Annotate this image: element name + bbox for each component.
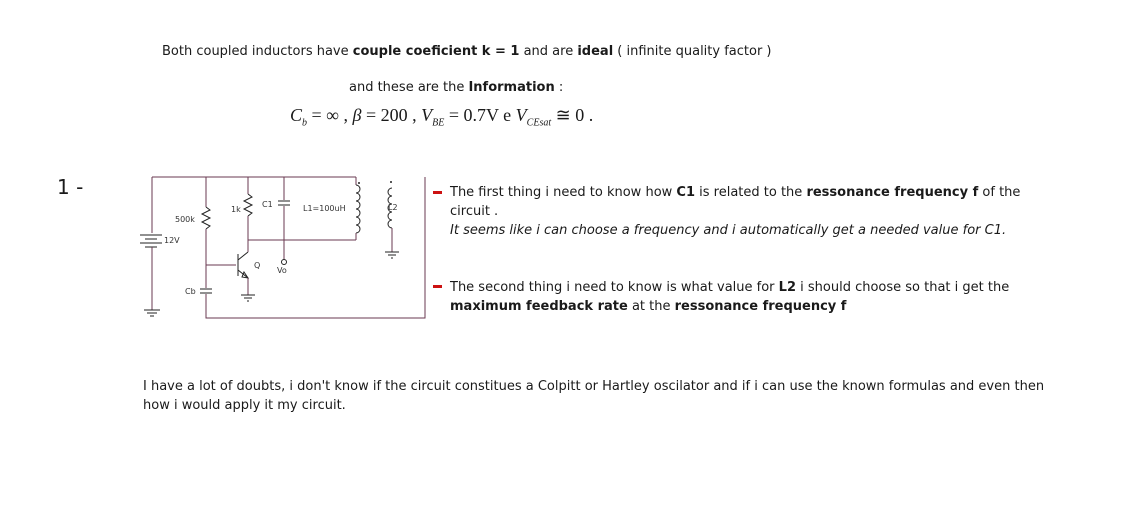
eq-cb: C <box>290 105 303 125</box>
label-1k: 1k <box>231 205 241 214</box>
q2-text: The second thing i need to know is what value for <box>450 280 779 295</box>
info-line <box>349 80 563 95</box>
given-equation <box>290 105 593 129</box>
intro-coupling: couple coeficient k = 1 <box>352 44 520 59</box>
label-cb: Cb <box>185 287 196 296</box>
eq-beta: β <box>352 105 362 125</box>
bullet-dash-1 <box>433 191 442 194</box>
battery-12v <box>140 235 162 316</box>
q1-line3: It seems like i can choose a frequency and i automatically get a needed value for C1. <box>450 223 1007 238</box>
eq-beta-val: = 200 , <box>361 105 422 125</box>
eq-cb-val: = ∞ , <box>307 105 353 125</box>
resistor-1k <box>244 177 252 252</box>
label-12v: 12V <box>164 236 180 245</box>
bullet-dash-2 <box>433 285 442 288</box>
q1-text: The first thing i need to know how <box>450 185 677 200</box>
doubts-line1: I have a lot of doubts, i don't know if the circuit constitues a Colpitt or Hartley oscilator and if i can use the known formulas and even then <box>143 379 1045 394</box>
label-l2: L2 <box>388 203 398 212</box>
eq-vce: V <box>515 105 527 125</box>
intro-ideal: ideal <box>577 44 614 59</box>
circuit-schematic <box>130 160 430 325</box>
capacitor-cb <box>200 177 425 318</box>
eq-vce-sub: CEsat <box>526 117 552 129</box>
q2-text-3: at the <box>627 299 675 314</box>
eq-vbe-sub: BE <box>432 117 445 129</box>
eq-vbe-val: = 0.7V <box>444 105 499 125</box>
doubts-line2: how i would apply it my circuit. <box>143 398 346 413</box>
intro-line <box>162 44 772 59</box>
q2-line1 <box>450 280 1009 295</box>
vo-terminal <box>282 240 287 265</box>
q2-feedback: maximum feedback rate <box>450 299 628 314</box>
q2-l2: L2 <box>778 280 796 295</box>
label-vo: Vo <box>277 266 287 275</box>
intro-text: Both coupled inductors have <box>162 44 353 59</box>
capacitor-c1 <box>278 177 290 240</box>
resistor-500k <box>202 177 210 265</box>
item-number: 1 - <box>57 175 84 199</box>
intro-text-2: and are <box>519 44 578 59</box>
eq-cb-sub: b <box>302 117 308 129</box>
q2-text-2: i should choose so that i get the <box>796 280 1010 295</box>
q2-freq: ressonance frequency f <box>674 299 847 314</box>
q1-text-3: of the <box>978 185 1021 200</box>
eq-vce-val: ≅ 0 . <box>551 105 594 125</box>
label-l1: L1=100uH <box>303 204 346 213</box>
info-bold: Information <box>468 80 555 95</box>
eq-vbe: V <box>421 105 433 125</box>
label-c1: C1 <box>262 200 273 209</box>
inductor-l1 <box>356 177 360 240</box>
eq-e: e <box>498 105 516 125</box>
transistor-q <box>238 252 255 301</box>
label-q: Q <box>254 261 261 270</box>
info-colon: : <box>554 80 564 95</box>
q1-text-2: is related to the <box>695 185 807 200</box>
q1-line1 <box>450 185 1020 200</box>
q1-freq: ressonance frequency f <box>806 185 979 200</box>
label-500k: 500k <box>175 215 195 224</box>
intro-text-3: ( infinite quality factor ) <box>613 44 772 59</box>
inductor-l2 <box>385 181 399 258</box>
q1-line2: circuit . <box>450 204 499 219</box>
q1-c1: C1 <box>676 185 696 200</box>
info-text: and these are the <box>349 80 469 95</box>
q2-line2 <box>450 299 846 314</box>
